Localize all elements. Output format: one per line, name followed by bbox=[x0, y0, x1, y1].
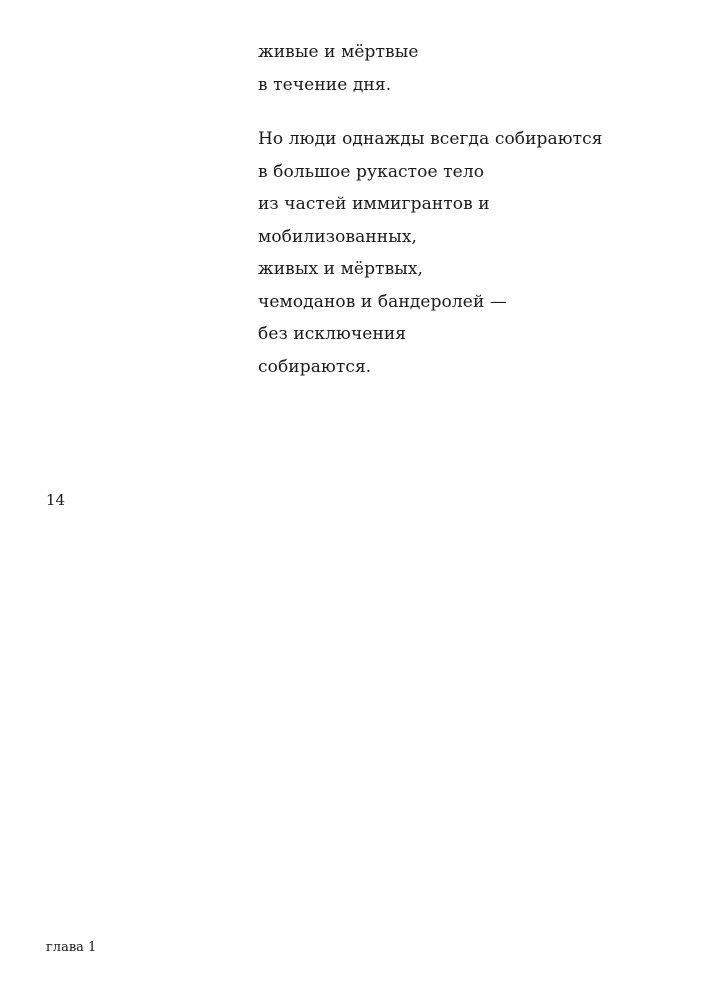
poem-line: мобилизованных, bbox=[258, 226, 418, 247]
poem-line: чемоданов и бандеролей — bbox=[258, 291, 507, 312]
stanza-1 bbox=[258, 36, 688, 101]
stanza-2 bbox=[258, 123, 688, 383]
poem-line: в большое рукастое тело bbox=[258, 161, 485, 182]
poem-line: живых и мёртвых, bbox=[258, 259, 424, 279]
poem-text bbox=[258, 36, 688, 405]
poem-line: без исключения bbox=[258, 324, 407, 344]
poem-line: из частей иммигрантов и bbox=[258, 194, 490, 214]
page-number: 14 bbox=[46, 491, 66, 509]
poem-line: собираются. bbox=[258, 356, 372, 377]
chapter-label: глава 1 bbox=[46, 940, 97, 955]
poem-line: в течение дня. bbox=[258, 74, 392, 95]
poem-line: Но люди однажды всегда собираются bbox=[258, 129, 603, 149]
poem-line: живые и мёртвые bbox=[258, 42, 419, 62]
